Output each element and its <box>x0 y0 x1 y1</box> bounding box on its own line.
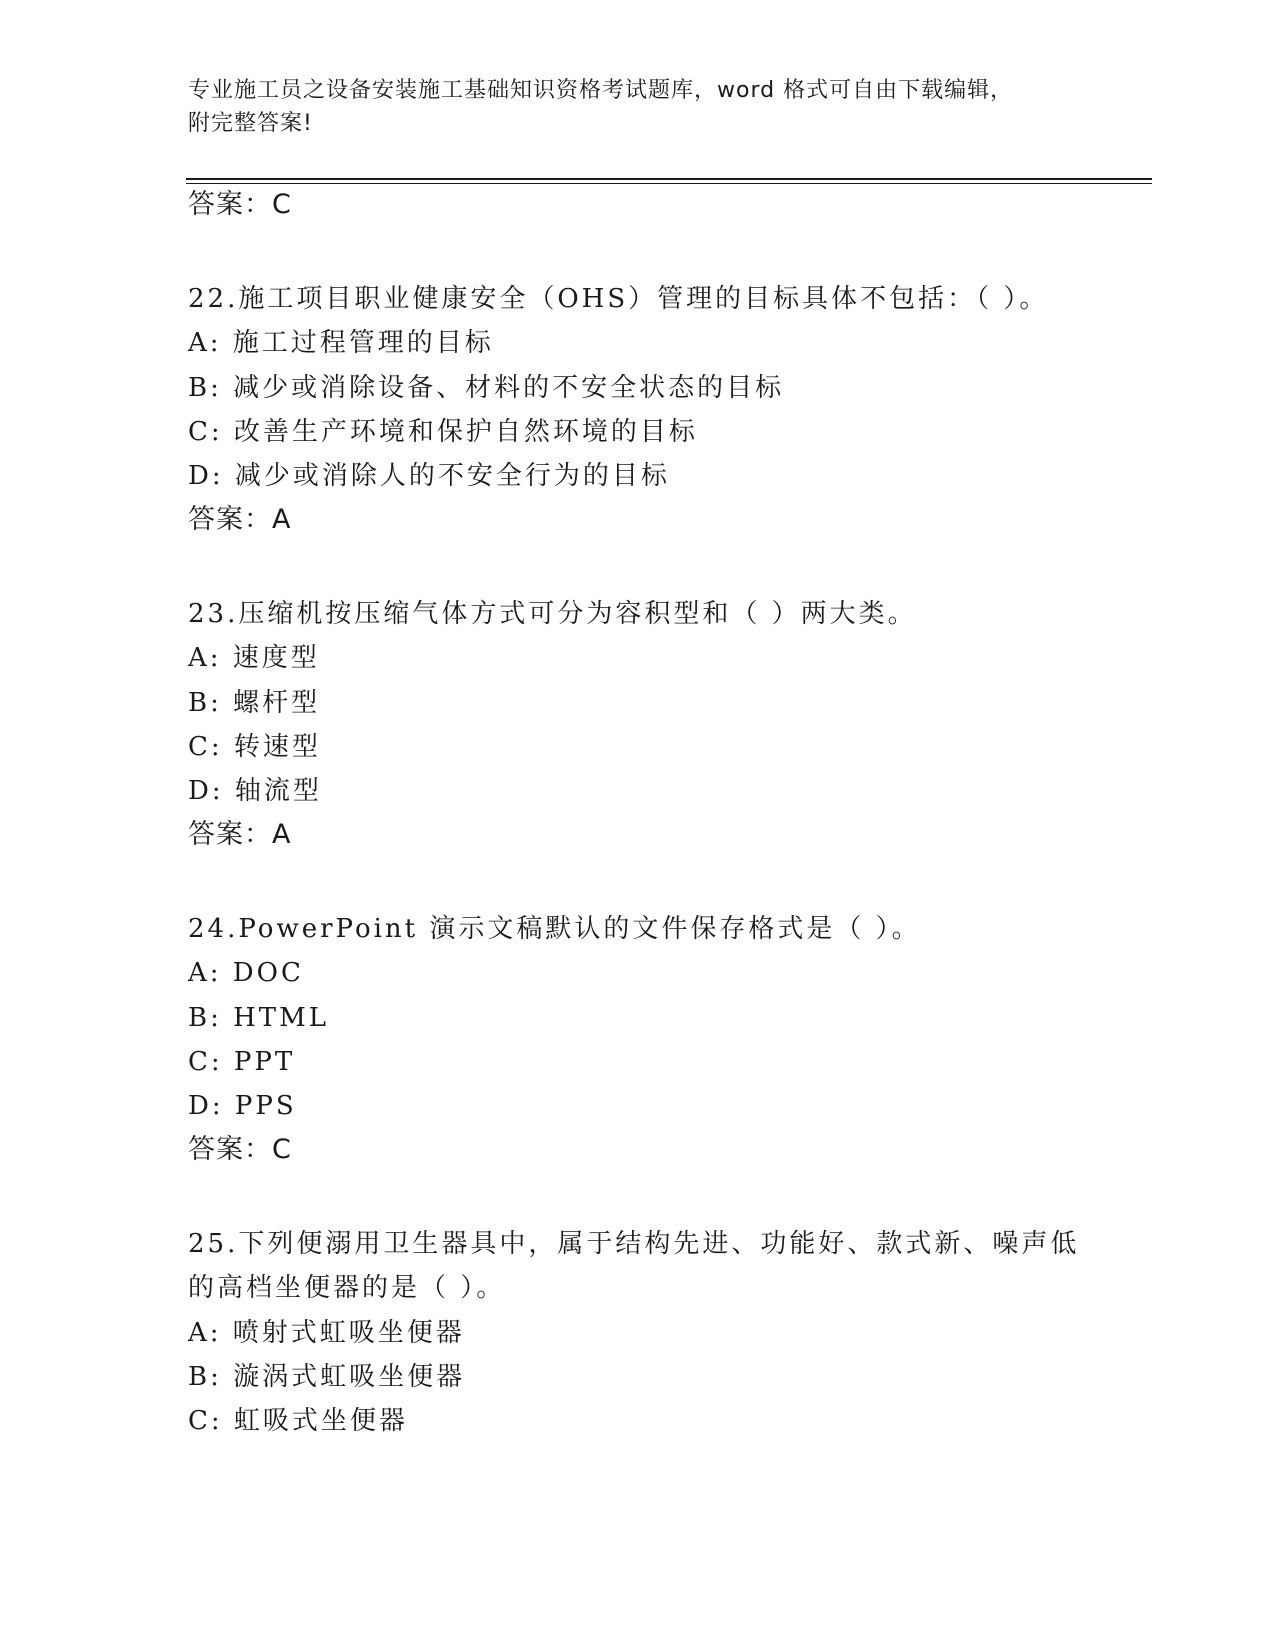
header-divider-thin <box>186 183 1152 184</box>
question-stem: 23.压缩机按压缩气体方式可分为容积型和（ ）两大类。 <box>188 599 917 629</box>
option-d: D: 减少或消除人的不安全行为的目标 <box>188 461 670 491</box>
answer: 答案：C <box>188 1134 292 1165</box>
option-c: C: 虹吸式坐便器 <box>188 1406 408 1436</box>
option-c: C: PPT <box>188 1047 296 1077</box>
document-header <box>188 74 1088 140</box>
option-b: B: 螺杆型 <box>188 688 321 718</box>
previous-answer: 答案：C <box>188 189 292 220</box>
option-d: D: PPS <box>188 1091 297 1121</box>
option-a: A: 喷射式虹吸坐便器 <box>188 1318 465 1348</box>
answer: 答案：A <box>188 504 292 535</box>
option-a: A: 速度型 <box>188 643 320 673</box>
option-b: B: 减少或消除设备、材料的不安全状态的目标 <box>188 373 785 403</box>
option-c: C: 改善生产环境和保护自然环境的目标 <box>188 417 698 447</box>
option-a: A: DOC <box>188 958 304 988</box>
option-b: B: 漩涡式虹吸坐便器 <box>188 1362 466 1392</box>
question-stem-continued: 的高档坐便器的是（ ）。 <box>188 1273 506 1303</box>
question-stem: 25.下列便溺用卫生器具中，属于结构先进、功能好、款式新、噪声低 <box>188 1229 1080 1259</box>
header-line-1: 专业施工员之设备安装施工基础知识资格考试题库，word 格式可自由下载编辑， <box>188 78 1014 103</box>
option-b: B: HTML <box>188 1003 330 1033</box>
answer: 答案：A <box>188 819 292 850</box>
option-a: A: 施工过程管理的目标 <box>188 328 494 358</box>
header-line-2: 附完整答案! <box>188 111 313 136</box>
option-c: C: 转速型 <box>188 732 321 762</box>
question-stem: 22.施工项目职业健康安全（OHS）管理的目标具体不包括：（ ）。 <box>188 284 1049 314</box>
header-divider <box>186 178 1152 180</box>
question-stem: 24.PowerPoint 演示文稿默认的文件保存格式是（ ）。 <box>188 914 921 944</box>
option-d: D: 轴流型 <box>188 776 322 806</box>
